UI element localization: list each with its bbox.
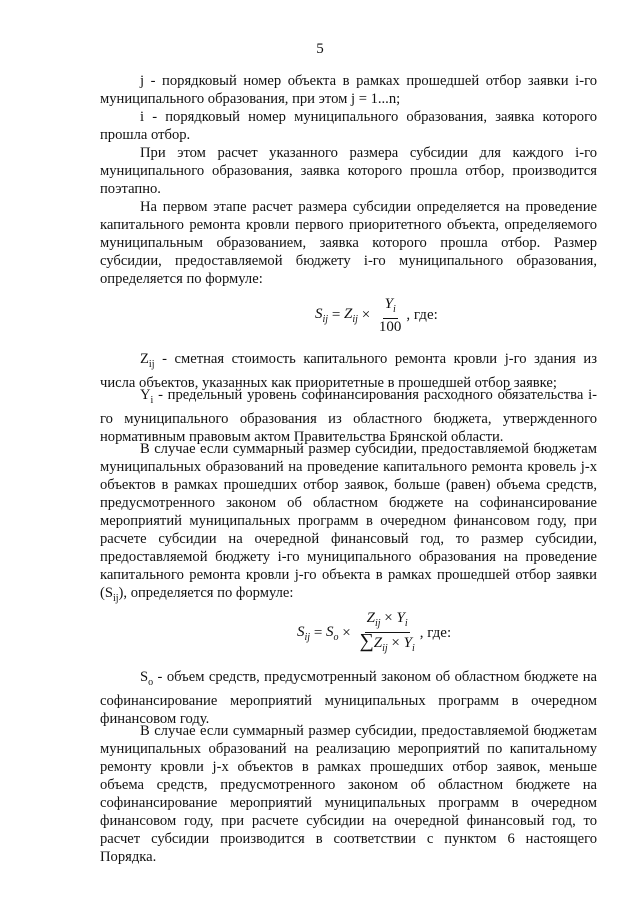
paragraph-first-stage: На первом этапе расчет размера субсидии определяется на проведение капитального ремонта кровли первого приоритетного объекта, определяемого муниципальным образованием, заявка которого прошла отбор. Размер субсидии, предоставляемой бюджету i-го муниципального образования, определяется по формуле: bbox=[100, 199, 597, 287]
formula2-lhs: $S_{ij}$ bbox=[297, 624, 311, 643]
paragraph-so-definition: $S_o$ - объем средств, предусмотренный законом об областном бюджете на софинансирование мероприятий муниципальных программ в очередном финансовом году. bbox=[100, 669, 597, 727]
formula1-z: $Z_{ij}$ bbox=[344, 306, 358, 325]
formula1-lhs: $S_{ij}$ bbox=[315, 306, 329, 325]
formula2-fraction: $\frac{Z_{ij} \times Y_i}{\sum Z_{ij} \times Y_i}$ bbox=[359, 610, 415, 654]
paragraph-stepwise-calculation: При этом расчет указанного размера субсидии для каждого i-го муниципального образования, заявка которого прошла отбор, производится поэтапно. bbox=[100, 145, 597, 197]
formula1-fraction: $\frac{Y_i}{100}$ bbox=[378, 296, 402, 335]
paragraph-case-greater: В случае если суммарный размер субсидии, предоставляемой бюджетам муниципальных образований на проведение капитального ремонта кровель j-х объектов в рамках прошедших отбор заявок, больше (равен) объема средств, предусмотренного законом об областном бюджете на софинансирование мероприятий муниципальных программ в очередном финансовом году, при расчете субсидии на очередной финансовый год, то размер субсидии, предоставляемой бюджету i-го муниципального образования на проведение капитального ремонта кровли j-го объекта в рамках прошедшей отбор заявки $(S_{ij})$, определяется по формуле: bbox=[100, 441, 597, 604]
formula2-so: $S_o$ bbox=[326, 624, 339, 643]
sum-symbol: ∑ bbox=[359, 630, 374, 652]
paragraph-j-definition: j - порядковый номер объекта в рамках прошедшей отбор заявки i-го муниципального образования, при этом j = 1...n; bbox=[100, 73, 597, 107]
page-number: 5 bbox=[316, 41, 324, 57]
formula-subsidy-first: $S_{ij}$ = $Z_{ij}$ × $\frac{Y_i}{100}$ , где: bbox=[315, 296, 438, 335]
paragraph-y-definition: $Y_i$ - предельный уровень софинансирования расходного обязательства i-го муниципального образования из областного бюджета, утвержденного нормативным правовым актом Правительства Брянской области. bbox=[100, 387, 597, 445]
paragraph-case-less: В случае если суммарный размер субсидии, предоставляемой бюджетам муниципальных образований на реализацию мероприятий по капитальному ремонту кровли j-х объектов в рамках прошедших отбор заявок, меньше объема средств, предусмотренного законом об областном бюджете на софинансирование мероприятий муниципальных программ в очередном финансовом году, при расчете субсидии на очередной финансовый год, то расчет субсидии производится в соответствии с пунктом 6 настоящего Порядка. bbox=[100, 723, 597, 865]
paragraph-i-definition: i - порядковый номер муниципального образования, заявка которого прошла отбор. bbox=[100, 109, 597, 143]
paragraph-z-definition: $Z_{ij}$ - сметная стоимость капитального ремонта кровли j-го здания из числа объектов, указанных как приоритетные в прошедшей отбор заявке; bbox=[100, 351, 597, 391]
formula-subsidy-proportional: $S_{ij}$ = $S_o$ × $\frac{Z_{ij} \times Y_i}{\sum Z_{ij} \times Y_i}$ , где: bbox=[297, 610, 451, 657]
